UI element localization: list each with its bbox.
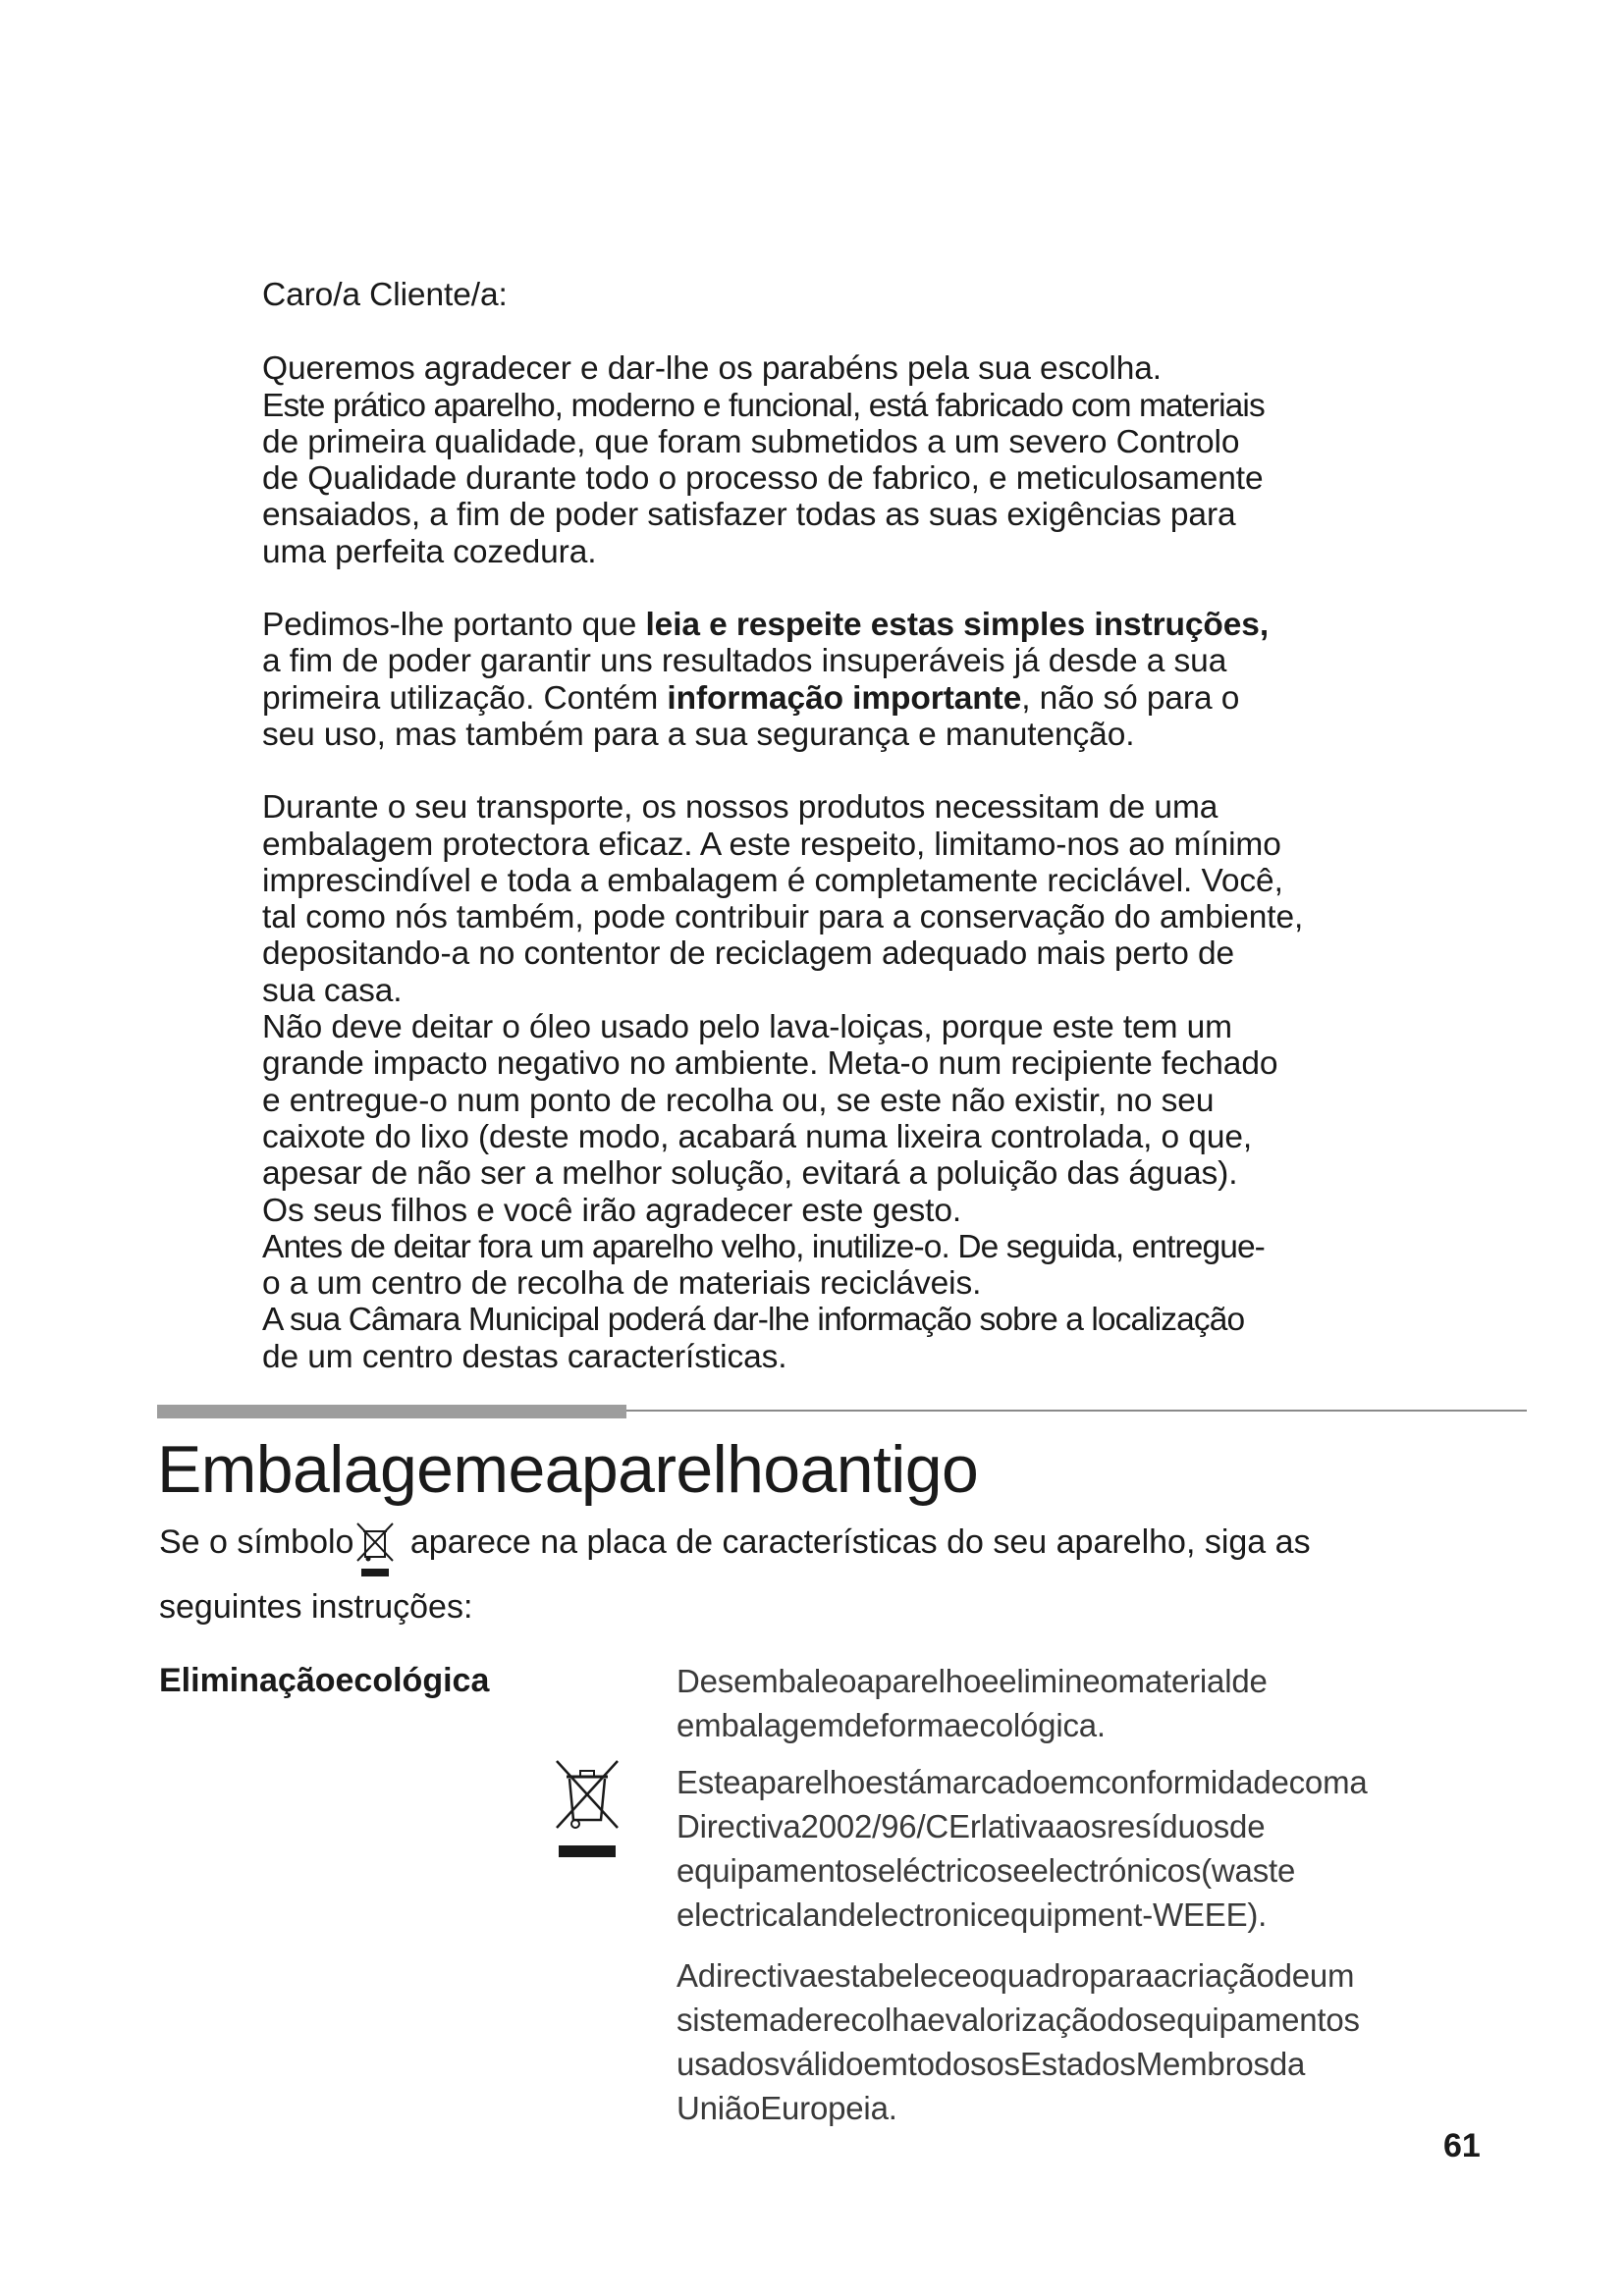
- text-line: Antes de deitar fora um aparelho velho, inutilize-o. De seguida, entregue-: [262, 1228, 1265, 1265]
- text-line: Não deve deitar o óleo usado pelo lava-loiças, porque este tem um: [262, 1009, 1232, 1046]
- intro-paragraph-3: [262, 789, 1401, 1375]
- text-line: UniãoEuropeia.: [677, 2090, 897, 2126]
- crossed-out-wheelie-bin-icon: [355, 1522, 395, 1580]
- intro-text: [262, 277, 1401, 1412]
- text-line: embalagemdeformaecológica.: [677, 1707, 1106, 1743]
- text-line: [262, 607, 1401, 643]
- text-line: de Qualidade durante todo o processo de fabrico, e meticulosamente: [262, 460, 1264, 498]
- bold-text: informação importante: [667, 679, 1022, 717]
- text-line: de primeira qualidade, que foram submetidos a um severo Controlo: [262, 423, 1240, 460]
- symbol-instruction: [159, 1522, 1311, 1580]
- text-line: [262, 680, 1401, 717]
- text-line: A sua Câmara Municipal poderá dar-lhe informação sobre a localização: [262, 1302, 1245, 1339]
- text-line: equipamentoseléctricoseelectrónicos(waste: [677, 1852, 1296, 1889]
- text-line: caixote do lixo (deste modo, acabará numa lixeira controlada, o que,: [262, 1118, 1253, 1155]
- text-run: aparece na placa de características do seu aparelho, siga as: [401, 1523, 1311, 1561]
- text-line: Esteaparelhoestámarcadoemconformidadecoma: [677, 1764, 1368, 1800]
- text-line: Durante o seu transporte, os nossos produtos necessitam de uma: [262, 789, 1218, 827]
- text-line: Directiva2002/96/CErlativaaosresíduosde: [677, 1808, 1266, 1844]
- disposal-paragraph-3: [677, 1953, 1482, 2130]
- text-line: Os seus filhos e você irão agradecer este gesto.: [262, 1192, 962, 1229]
- text-line: seu uso, mas também para a sua segurança e manutenção.: [262, 716, 1135, 753]
- text-run: Pedimos-lhe portanto que: [262, 607, 646, 644]
- text-line: tal como nós também, pode contribuir para a conservação do ambiente,: [262, 899, 1304, 936]
- disposal-paragraph-2: [677, 1760, 1482, 1937]
- text-line: apesar de não ser a melhor solução, evitará a poluição das águas).: [262, 1155, 1238, 1193]
- text-run: , não só para o: [1021, 679, 1240, 717]
- text-line: usadosválidoemtodososEstadosMembrosda: [677, 2046, 1306, 2082]
- symbol-instruction-continued: seguintes instruções:: [159, 1588, 473, 1626]
- text-line: grande impacto negativo no ambiente. Meta-o num recipiente fechado: [262, 1045, 1278, 1083]
- text-line: depositando-a no contentor de reciclagem adequado mais perto de: [262, 935, 1235, 973]
- text-line: embalagem protectora eficaz. A este respeito, limitamo-nos ao mínimo: [262, 826, 1281, 863]
- intro-paragraph-1: [262, 350, 1401, 570]
- text-line: sua casa.: [262, 972, 403, 1009]
- text-run: primeira utilização. Contém: [262, 679, 668, 717]
- text-line: Adirectivaestabeleceoquadroparaacriaçãodeum: [677, 1957, 1355, 1994]
- text-line: o a um centro de recolha de materiais recicláveis.: [262, 1265, 982, 1303]
- crossed-out-wheelie-bin-icon: [553, 1757, 622, 1865]
- text-line: e entregue-o num ponto de recolha ou, se este não existir, no seu: [262, 1082, 1215, 1119]
- text-line: a fim de poder garantir uns resultados insuperáveis já desde a sua: [262, 643, 1227, 680]
- eco-disposal-label: Eliminaçãoecológica: [159, 1662, 490, 1699]
- text-line: Queremos agradecer e dar-lhe os parabéns pela sua escolha.: [262, 350, 1163, 388]
- text-line: sistemaderecolhaevalorizaçãodosequipamentos: [677, 2002, 1360, 2038]
- text-line: electricalandelectronicequipment-WEEE).: [677, 1896, 1268, 1933]
- disposal-paragraph-1: [677, 1659, 1482, 1747]
- greeting: Caro/a Cliente/a:: [262, 277, 508, 313]
- text-line: Este prático aparelho, moderno e funcional, está fabricado com materiais: [262, 387, 1265, 424]
- bold-text: leia e respeite estas simples instruções,: [645, 607, 1270, 644]
- section-divider-accent: [157, 1405, 626, 1418]
- section-title: Embalagemeaparelhoantigo: [157, 1432, 979, 1507]
- page-number: 61: [1443, 2127, 1481, 2164]
- text-run: Se o símbolo: [159, 1523, 354, 1561]
- intro-paragraph-2: [262, 607, 1401, 753]
- text-line: imprescindível e toda a embalagem é completamente reciclável. Você,: [262, 862, 1283, 899]
- text-line: de um centro destas características.: [262, 1338, 787, 1375]
- text-line: ensaiados, a fim de poder satisfazer todas as suas exigências para: [262, 497, 1236, 534]
- text-line: Desembaleoaparelhoeelimineomaterialde: [677, 1663, 1268, 1699]
- text-line: uma perfeita cozedura.: [262, 533, 597, 570]
